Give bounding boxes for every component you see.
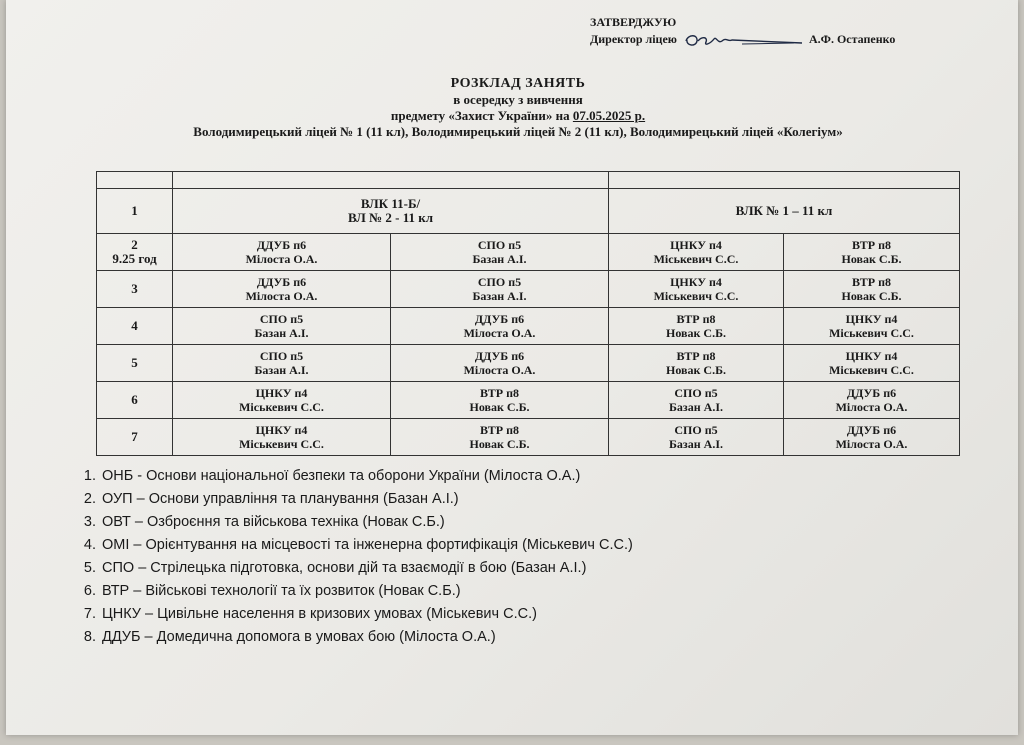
subject-room: СПО п5: [477, 275, 522, 289]
teacher-name: Базан А.І.: [668, 400, 723, 414]
subject-room: ДДУБ п6: [474, 349, 525, 363]
legend-item: [66, 557, 633, 580]
subject-room: ЦНКУ п4: [255, 423, 308, 437]
legend-text: ОНБ - Основи національної безпеки та оборони України (Мілоста О.А.): [102, 468, 581, 484]
subject-room: ДДУБ п6: [846, 386, 897, 400]
subject-room: ЦНКУ п4: [670, 238, 722, 252]
lesson-number: 2: [131, 237, 138, 252]
legend-item: [66, 534, 633, 557]
lesson-cell: [609, 382, 784, 419]
schedule-table: [96, 171, 960, 456]
teacher-name: Міськевич С.С.: [829, 326, 914, 340]
lesson-cell: [391, 382, 609, 419]
legend-text: ДДУБ – Домедична допомога в умовах бою (Мілоста О.А.): [102, 629, 496, 645]
teacher-name: Базан А.І.: [668, 437, 723, 451]
teacher-name: Міськевич С.С.: [653, 252, 739, 266]
lesson-cell: [784, 308, 960, 345]
lesson-cell: [173, 271, 391, 308]
table-row: [97, 308, 960, 345]
subject-room: ДДУБ п6: [474, 312, 525, 326]
subject-room: ЦНКУ п4: [255, 386, 308, 400]
subject-room: ВТР п8: [851, 275, 892, 289]
lesson-cell: [784, 382, 960, 419]
header-group-a: [173, 189, 609, 234]
subject-room: ВТР п8: [851, 238, 892, 252]
table-header-row: [97, 189, 960, 234]
legend-number: 1.: [83, 468, 96, 484]
legend-item: [66, 488, 633, 511]
heading-subject: предмету «Захист України» на: [390, 108, 573, 123]
lesson-number: 3: [131, 281, 138, 296]
heading-line-3: [6, 108, 1024, 124]
legend-item: [66, 626, 633, 649]
lesson-cell: [609, 271, 784, 308]
teacher-name: Базан А.І.: [472, 252, 527, 266]
subject-room: ЦНКУ п4: [845, 349, 898, 363]
legend-text: СПО – Стрілецька підготовка, основи дій та взаємодії в бою (Базан А.І.): [102, 560, 587, 576]
lesson-cell: [173, 234, 391, 271]
teacher-name: Мілоста О.А.: [835, 437, 908, 451]
legend-number: 5.: [83, 560, 96, 576]
handwritten-signature: [682, 32, 804, 48]
legend-item: [66, 465, 633, 488]
lesson-number: 4: [131, 318, 138, 333]
subject-room: СПО п5: [674, 423, 718, 437]
schedule-body: [97, 234, 960, 456]
subject-room: ДДУБ п6: [846, 423, 897, 437]
teacher-name: Мілоста О.А.: [245, 289, 318, 303]
lesson-number-cell: [97, 234, 173, 271]
lesson-cell: [173, 308, 391, 345]
teacher-name: Міськевич С.С.: [653, 289, 739, 303]
lesson-cell: [609, 419, 784, 456]
lesson-number: 6: [131, 392, 138, 407]
lesson-number-cell: [97, 419, 173, 456]
lesson-cell: [173, 419, 391, 456]
subject-room: ВТР п8: [676, 349, 716, 363]
group-a-line-1: ВЛК 11-Б/: [360, 196, 421, 211]
lesson-cell: [173, 345, 391, 382]
lesson-number-cell: [97, 308, 173, 345]
teacher-name: Базан А.І.: [472, 289, 527, 303]
legend-item: [66, 603, 633, 626]
legend-number: 3.: [83, 514, 96, 530]
teacher-name: Базан А.І.: [254, 326, 309, 340]
teacher-name: Новак С.Б.: [841, 289, 902, 303]
teacher-name: Мілоста О.А.: [245, 252, 318, 266]
subject-room: СПО п5: [477, 238, 522, 252]
lesson-number-cell: [97, 271, 173, 308]
heading-date: 07.05.2025 р.: [572, 108, 646, 123]
legend-number: 8.: [83, 629, 96, 645]
table-row: [97, 234, 960, 271]
lesson-cell: [784, 345, 960, 382]
subject-room: ВТР п8: [676, 312, 716, 326]
approval-name: А.Ф. Остапенко: [808, 32, 896, 46]
lesson-number: 5: [131, 355, 138, 370]
approval-title: ЗАТВЕРДЖУЮ: [590, 15, 677, 29]
table-row: [97, 345, 960, 382]
table-row: [97, 271, 960, 308]
group-a-line-2: ВЛ № 2 - 11 кл: [347, 210, 434, 225]
legend-text: ОМІ – Орієнтування на місцевості та інженерна фортифікація (Міськевич С.С.): [102, 537, 633, 553]
approval-position: Директор ліцею: [590, 32, 677, 46]
subject-room: СПО п5: [674, 386, 718, 400]
subject-room: ЦНКУ п4: [845, 312, 898, 326]
lesson-cell: [173, 382, 391, 419]
legend-text: ОВТ – Озброєння та військова техніка (Новак С.Б.): [102, 514, 445, 530]
lesson-cell: [391, 419, 609, 456]
teacher-name: Міськевич С.С.: [829, 363, 914, 377]
teacher-name: Мілоста О.А.: [463, 363, 536, 377]
subject-room: СПО п5: [259, 349, 304, 363]
teacher-name: Новак С.Б.: [665, 326, 727, 340]
legend-text: ЦНКУ – Цивільне населення в кризових умовах (Міськевич С.С.): [102, 606, 537, 622]
lesson-time: 9.25 год: [112, 251, 157, 266]
lesson-cell: [391, 345, 609, 382]
subject-room: СПО п5: [259, 312, 304, 326]
legend-text: ВТР – Військові технології та їх розвиток (Новак С.Б.): [102, 583, 461, 599]
teacher-name: Міськевич С.С.: [239, 400, 324, 414]
table-row: [97, 419, 960, 456]
teacher-name: Новак С.Б.: [469, 400, 530, 414]
teacher-name: Новак С.Б.: [665, 363, 727, 377]
table-spacer-row: [97, 172, 960, 189]
header-group-b: ВЛК № 1 – 11 кл: [609, 189, 960, 234]
subject-room: ДДУБ п6: [256, 238, 307, 252]
teacher-name: Мілоста О.А.: [835, 400, 908, 414]
approval-block: [590, 14, 895, 48]
table-row: [97, 382, 960, 419]
lesson-cell: [784, 271, 960, 308]
schedule-heading: [6, 76, 1024, 140]
lesson-number-cell: [97, 382, 173, 419]
legend-item: [66, 580, 633, 603]
teacher-name: Міськевич С.С.: [239, 437, 324, 451]
lesson-cell: [784, 419, 960, 456]
legend-number: 4.: [83, 537, 96, 553]
lesson-cell: [609, 345, 784, 382]
teacher-name: Новак С.Б.: [469, 437, 530, 451]
legend-number: 6.: [83, 583, 96, 599]
header-lesson-number: 1: [97, 189, 173, 234]
legend-number: 7.: [83, 606, 96, 622]
teacher-name: Новак С.Б.: [841, 252, 902, 266]
page-title: РОЗКЛАД ЗАНЯТЬ: [450, 76, 586, 91]
legend-text: ОУП – Основи управління та планування (Базан А.І.): [102, 491, 459, 507]
heading-schools: Володимирецький ліцей № 1 (11 кл), Володимирецький ліцей № 2 (11 кл), Володимирецький ліцей «Колегіум»: [193, 124, 843, 139]
abbreviation-legend: [66, 465, 633, 649]
lesson-number: 7: [131, 429, 138, 444]
lesson-cell: [391, 308, 609, 345]
lesson-cell: [784, 234, 960, 271]
subject-room: ДДУБ п6: [256, 275, 307, 289]
lesson-cell: [391, 271, 609, 308]
legend-number: 2.: [83, 491, 96, 507]
teacher-name: Мілоста О.А.: [463, 326, 536, 340]
lesson-cell: [609, 234, 784, 271]
subject-room: ВТР п8: [479, 386, 520, 400]
legend-item: [66, 511, 633, 534]
subject-room: ВТР п8: [479, 423, 520, 437]
lesson-number-cell: [97, 345, 173, 382]
heading-line-2: в осередку з вивчення: [453, 92, 583, 107]
subject-room: ЦНКУ п4: [670, 275, 722, 289]
approval-signature-line: [590, 31, 895, 48]
teacher-name: Базан А.І.: [254, 363, 309, 377]
lesson-cell: [609, 308, 784, 345]
lesson-cell: [391, 234, 609, 271]
